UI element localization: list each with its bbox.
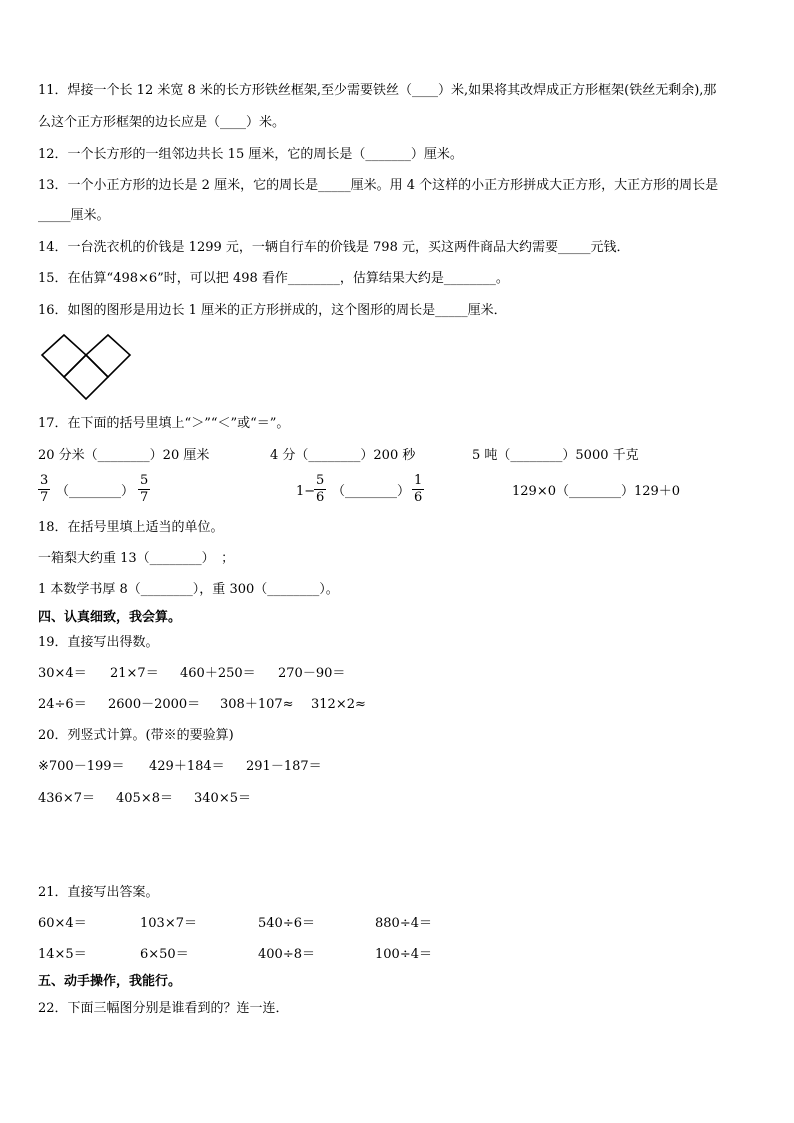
q17-item-2: 4 分（________）200 秒 <box>270 448 416 463</box>
q18-line2: 1 本数学书厚 8（________），重 300（________）。 <box>38 582 339 597</box>
section-5-heading: 五、动手操作，我能行。 <box>38 974 182 989</box>
q21-item: 100÷4＝ <box>375 947 432 962</box>
square-figure <box>40 333 136 401</box>
q13-line1: 13．一个小正方形的边长是 2 厘米，它的周长是_____厘米。用 4 个这样的小正方形拼成大正方形，大正方形的周长是 <box>38 178 719 193</box>
q17-item-3: 5 吨（________）5000 千克 <box>472 448 639 463</box>
figure-square-right <box>86 335 130 377</box>
q21-title: 21．直接写出答案。 <box>38 885 159 900</box>
q21-item: 880÷4＝ <box>375 916 432 931</box>
q19-item: 308＋107≈ <box>220 697 294 712</box>
q17-blank-5: （________） <box>332 484 411 499</box>
q21-item: 540÷6＝ <box>258 916 315 931</box>
q19-item: 460＋250＝ <box>180 666 256 681</box>
q20-item: ※700－199＝ <box>38 759 125 774</box>
q21-item: 14×5＝ <box>38 947 87 962</box>
q19-title: 19．直接写出得数。 <box>38 635 159 650</box>
q15: 15．在估算“498×6”时，可以把 498 看作________，估算结果大约是________。 <box>38 271 509 286</box>
q16: 16．如图的图形是用边长 1 厘米的正方形拼成的，这个图形的周长是_____厘米． <box>38 303 507 318</box>
q17-item-6: 129×0（________）129＋0 <box>512 484 681 499</box>
q17-item-1: 20 分米（________）20 厘米 <box>38 448 210 463</box>
q19-item: 24÷6＝ <box>38 697 87 712</box>
q21-item: 6×50＝ <box>140 947 189 962</box>
q17-title: 17．在下面的括号里填上“＞”“＜”或“＝”。 <box>38 416 290 431</box>
q21-item: 400÷8＝ <box>258 947 315 962</box>
q20-item: 436×7＝ <box>38 791 95 806</box>
q20-item: 291－187＝ <box>246 759 322 774</box>
q17-blank-4: （________） <box>56 484 135 499</box>
fraction-1-6: $\frac{1}{6}$ <box>414 473 423 505</box>
q19-item: 2600－2000＝ <box>108 697 201 712</box>
q21-item: 60×4＝ <box>38 916 87 931</box>
q20-title: 20．列竖式计算。(带※的要验算) <box>38 728 234 743</box>
q20-item: 429＋184＝ <box>149 759 225 774</box>
fraction-5-6: $\frac{5}{6}$ <box>316 473 325 505</box>
q21-item: 103×7＝ <box>140 916 197 931</box>
q19-item: 30×4＝ <box>38 666 87 681</box>
q13-line2: _____厘米。 <box>38 208 110 223</box>
figure-square-bottom <box>64 355 108 399</box>
q14: 14．一台洗衣机的价钱是 1299 元，一辆自行车的价钱是 798 元，买这两件商品大约需要_____元钱． <box>38 240 630 255</box>
q11-line2: 么这个正方形框架的边长应是（____）米。 <box>38 115 286 130</box>
q19-item: 21×7＝ <box>110 666 159 681</box>
q12: 12．一个长方形的一组邻边共长 15 厘米，它的周长是（_______）厘米。 <box>38 147 463 162</box>
q20-item: 340×5＝ <box>194 791 251 806</box>
q18-line1: 一箱梨大约重 13（________） ； <box>38 551 235 566</box>
q20-item: 405×8＝ <box>116 791 173 806</box>
q11-line1: 11．焊接一个长 12 米宽 8 米的长方形铁丝框架,至少需要铁丝（____）米,如果将其改焊成正方形框架(铁丝无剩余),那 <box>38 83 717 98</box>
section-4-heading: 四、认真细致，我会算。 <box>38 610 182 625</box>
q22: 22．下面三幅图分别是谁看到的？连一连． <box>38 1001 289 1016</box>
q17-one-minus: 1− <box>296 484 316 499</box>
q19-item: 312×2≈ <box>311 697 366 712</box>
figure-square-left <box>42 335 86 377</box>
fraction-5-7: $\frac{5}{7}$ <box>140 473 149 505</box>
fraction-3-7: $\frac{3}{7}$ <box>40 473 49 505</box>
q19-item: 270－90＝ <box>278 666 346 681</box>
q18-title: 18．在括号里填上适当的单位。 <box>38 520 224 535</box>
